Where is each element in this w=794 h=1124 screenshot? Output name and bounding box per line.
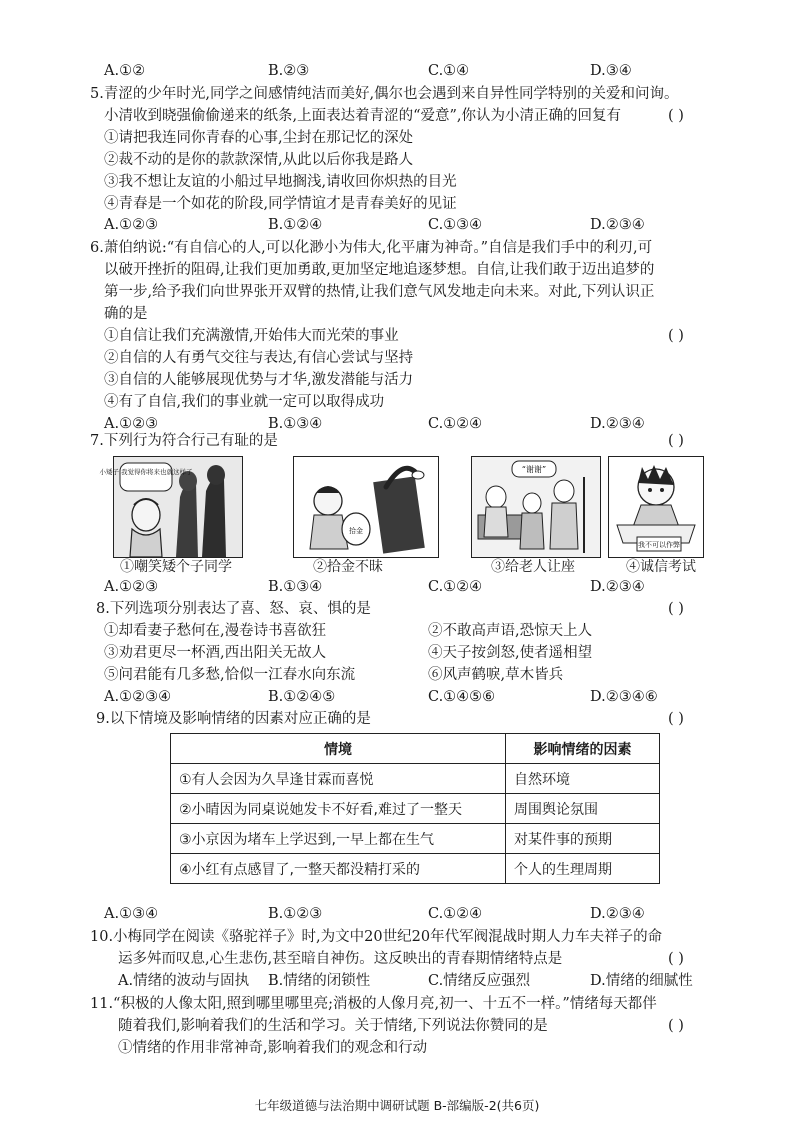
q7-caption-2: ②拾金不昧: [313, 559, 383, 575]
mocking-illustration: [99, 457, 242, 557]
prev-option-b: B.②③: [268, 63, 310, 79]
q6-stem-line-2: 以破开挫折的阻碍,让我们更加勇敢,更加坚定地追逐梦想。自信,让我们敢于迈出追梦的: [104, 262, 655, 278]
q5-option-c: C.①③④: [428, 217, 483, 233]
q7-picture-4: [608, 456, 704, 558]
q8-item-1: ①却看妻子愁何在,漫卷诗书喜欲狂: [104, 623, 327, 639]
q7-option-c: C.①②④: [428, 579, 483, 595]
q7-stem: 7.下列行为符合行己有耻的是: [90, 433, 278, 449]
q10-option-c: C.情绪反应强烈: [428, 973, 531, 989]
table-cell-factor: 周围舆论氛围: [506, 794, 660, 824]
q7-caption-1: ①嘲笑矮个子同学: [120, 559, 232, 575]
prev-option-a: A.①②: [104, 63, 146, 79]
q6-item-1: ①自信让我们充满激情,开始伟大而光荣的事业: [104, 328, 399, 344]
q8-item-5: ⑤问君能有几多愁,恰似一江春水向东流: [104, 667, 356, 683]
q9-stem: 9.以下情境及影响情绪的因素对应正确的是: [96, 711, 371, 727]
q6-item-2: ②自信的人有勇气交往与表达,有信心尝试与坚持: [104, 350, 414, 366]
q8-answer-blank: ( ): [668, 601, 684, 617]
q8-item-4: ④天子按剑怒,使者遥相望: [428, 645, 593, 661]
q7-pic4-sign-text: 我不可以作弊: [638, 541, 680, 549]
q6-stem-line-3: 第一步,给予我们向世界张开双臂的热情,让我们意气风发地走向未来。对此,下列认识正: [104, 284, 655, 300]
q11-stem-line-2: 随着我们,影响着我们的生活和学习。关于情绪,下列说法你赞同的是: [118, 1018, 548, 1034]
q6-stem-line-1: 6.萧伯纳说:“有自信心的人,可以化渺小为伟大,化平庸为神奇。”自信是我们手中的利刃,可: [90, 240, 653, 256]
q11-stem-line-1: 11.“积极的人像太阳,照到哪里哪里亮;消极的人像月亮,初一、十五不一样。”情绪每天都伴: [90, 996, 657, 1012]
q5-answer-blank: ( ): [668, 108, 684, 124]
q7-picture-3: [471, 456, 601, 558]
table-cell-situation: ①有人会因为久旱逢甘霖而喜悦: [171, 764, 506, 794]
q6-option-d: D.②③④: [590, 416, 645, 432]
q8-stem: 8.下列选项分别表达了喜、怒、哀、惧的是: [96, 601, 371, 617]
q7-picture-2: [293, 456, 439, 558]
q9-option-c: C.①②④: [428, 906, 483, 922]
q8-item-2: ②不敢高声语,恐惊天上人: [428, 623, 593, 639]
q5-option-a: A.①②③: [104, 217, 159, 233]
q5-option-d: D.②③④: [590, 217, 645, 233]
q5-stem-line-1: 5.青涩的少年时光,同学之间感情纯洁而美好,偶尔也会遇到来自异性同学特别的关爱和问询。: [90, 86, 679, 102]
q6-option-a: A.①②③: [104, 416, 159, 432]
table-row: [171, 824, 660, 854]
q9-table: [170, 733, 660, 884]
table-cell-factor: 对某件事的预期: [506, 824, 660, 854]
prev-option-c: C.①④: [428, 63, 470, 79]
table-row: [171, 794, 660, 824]
q9-option-d: D.②③④: [590, 906, 645, 922]
q7-caption-4: ④诚信考试: [626, 559, 696, 575]
q5-item-1: ①请把我连同你青春的心事,尘封在那记忆的深处: [104, 130, 414, 146]
table-cell-situation: ④小红有点感冒了,一整天都没精打采的: [171, 854, 506, 884]
table-row: [171, 764, 660, 794]
q6-answer-blank: ( ): [668, 328, 684, 344]
q5-item-2: ②裁不动的是你的款款深情,从此以后你我是路人: [104, 152, 414, 168]
q10-option-b: B.情绪的闭锁性: [268, 973, 371, 989]
q9-option-a: A.①③④: [104, 906, 159, 922]
q7-pic3-bubble-text: “谢谢”: [521, 465, 547, 474]
q9-option-b: B.①②③: [268, 906, 323, 922]
table-row: [171, 854, 660, 884]
q8-option-d: D.②③④⑥: [590, 689, 658, 705]
q8-option-c: C.①④⑤⑥: [428, 689, 496, 705]
q7-option-a: A.①②③: [104, 579, 159, 595]
q10-option-a: A.情绪的波动与固执: [118, 973, 250, 989]
q7-pic2-sign-text: 拾金: [349, 527, 363, 535]
returning-money-illustration: [294, 457, 438, 557]
q8-item-3: ③劝君更尽一杯酒,西出阳关无故人: [104, 645, 327, 661]
q6-item-3: ③自信的人能够展现优势与才华,激发潜能与活力: [104, 372, 414, 388]
q10-stem-line-2: 运多舛而叹息,心生悲伤,甚至暗自神伤。这反映出的青春期情绪特点是: [118, 951, 563, 967]
table-cell-factor: 自然环境: [506, 764, 660, 794]
q5-stem-line-2: 小清收到晓强偷偷递来的纸条,上面表达着青涩的“爱意”,你认为小清正确的回复有: [104, 108, 622, 124]
q6-option-b: B.①③④: [268, 416, 323, 432]
q9-answer-blank: ( ): [668, 711, 684, 727]
q7-pic1-bubble-text: 小矮子,我觉得你将来也就这样了: [99, 468, 193, 476]
q7-picture-1: [99, 456, 243, 558]
table-header-factor: 影响情绪的因素: [506, 734, 660, 764]
q11-answer-blank: ( ): [668, 1018, 684, 1034]
q6-item-4: ④有了自信,我们的事业就一定可以取得成功: [104, 394, 385, 410]
q7-caption-3: ③给老人让座: [491, 559, 575, 575]
q6-option-c: C.①②④: [428, 416, 483, 432]
q6-stem-line-4: 确的是: [104, 306, 148, 322]
table-cell-factor: 个人的生理周期: [506, 854, 660, 884]
table-cell-situation: ②小晴因为同桌说她发卡不好看,难过了一整天: [171, 794, 506, 824]
q5-item-3: ③我不想让友谊的小船过早地搁浅,请收回你炽热的目光: [104, 174, 457, 190]
q8-option-b: B.①②④⑤: [268, 689, 336, 705]
honest-exam-illustration: [609, 457, 703, 557]
q7-option-d: D.②③④: [590, 579, 645, 595]
q7-option-b: B.①③④: [268, 579, 323, 595]
q10-stem-line-1: 10.小梅同学在阅读《骆驼祥子》时,为文中20世纪20年代军阀混战时期人力车夫祥子的命: [90, 929, 663, 945]
prev-option-d: D.③④: [590, 63, 632, 79]
table-header-row: [171, 734, 660, 764]
q8-option-a: A.①②③④: [104, 689, 172, 705]
q5-item-4: ④青春是一个如花的阶段,同学情谊才是青春美好的见证: [104, 196, 457, 212]
q11-item-1: ①情绪的作用非常神奇,影响着我们的观念和行动: [118, 1040, 428, 1056]
table-header-situation: 情境: [171, 734, 506, 764]
q10-option-d: D.情绪的细腻性: [590, 973, 693, 989]
q10-answer-blank: ( ): [668, 951, 684, 967]
q8-item-6: ⑥风声鹤唳,草木皆兵: [428, 667, 564, 683]
q7-answer-blank: ( ): [668, 433, 684, 449]
table-cell-situation: ③小京因为堵车上学迟到,一早上都在生气: [171, 824, 506, 854]
giving-seat-illustration: [472, 457, 600, 557]
q5-option-b: B.①②④: [268, 217, 323, 233]
page-footer: 七年级道德与法治期中调研试题 B-部编版-2(共6页): [254, 1098, 540, 1113]
